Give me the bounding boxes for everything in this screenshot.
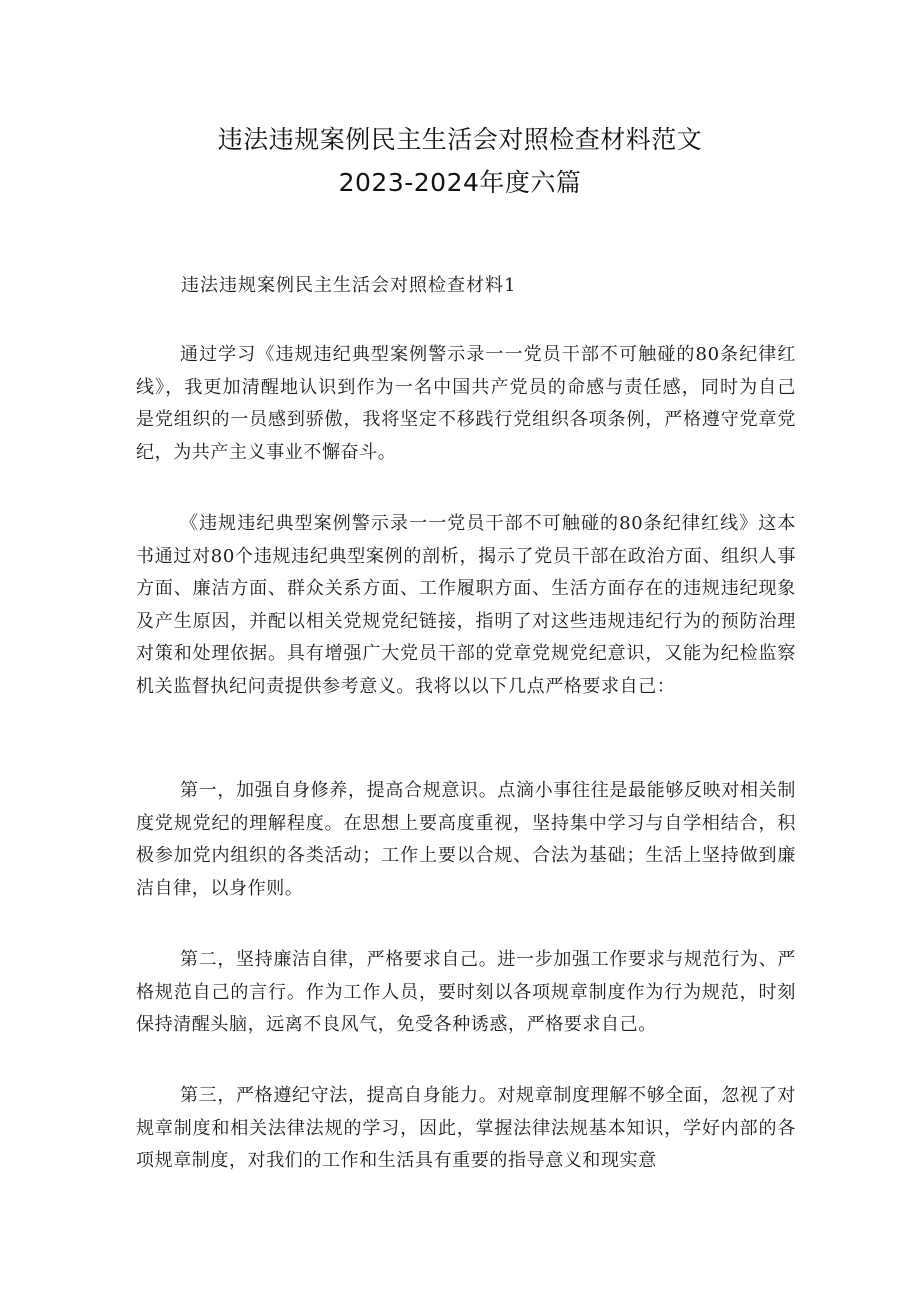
paragraph-3: 第一，加强自身修养，提高合规意识。点滴小事往往是最能够反映对相关制度党规党纪的理解程度。在思想上要高度重视，坚持集中学习与自学相结合，积极参加党内组织的各类活动；工作上要以合规、合法为基础；生活上坚持做到廉洁自律，以身作则。 [136, 780, 796, 899]
paragraph-1: 通过学习《违规违纪典型案例警示录一一党员干部不可触碰的80条纪律红线》，我更加清醒地认识到作为一名中国共产党员的命感与责任感，同时为自己是党组织的一员感到骄傲，我将坚定不移践行党组织各项条例，严格遵守党章党纪，为共产主义事业不懈奋斗。 [136, 344, 796, 463]
section-heading: 违法违规案例民主生活会对照检查材料1 [181, 275, 517, 296]
document-title-line2: 2023-2024年度六篇 [338, 168, 582, 197]
paragraph-2: 《违规违纪典型案例警示录一一党员干部不可触碰的80条纪律红线》这本书通过对80个违规违纪典型案例的剖析，揭示了党员干部在政治方面、组织人事方面、廉洁方面、群众关系方面、工作履职方面、生活方面存在的违规违纪现象及产生原因，并配以相关党规党纪链接，指明了对这些违规违纪行为的预防治理对策和处理依据。具有增强广大党员干部的党章党规党纪意识，又能为纪检监察机关监督执纪问责提供参考意义。我将以以下几点严格要求自己： [136, 513, 796, 697]
document-title-line1: 违法违规案例民主生活会对照检查材料范文 [217, 125, 703, 154]
paragraph-5: 第三，严格遵纪守法，提高自身能力。对规章制度理解不够全面，忽视了对规章制度和相关法律法规的学习，因此，掌握法律法规基本知识，学好内部的各项规章制度，对我们的工作和生活具有重要的指导意义和现实意 [136, 1085, 796, 1171]
paragraph-4: 第二，坚持廉洁自律，严格要求自己。进一步加强工作要求与规范行为、严格规范自己的言行。作为工作人员，要时刻以各项规章制度作为行为规范，时刻保持清醒头脑，远离不良风气，免受各种诱惑，严格要求自己。 [136, 949, 796, 1035]
